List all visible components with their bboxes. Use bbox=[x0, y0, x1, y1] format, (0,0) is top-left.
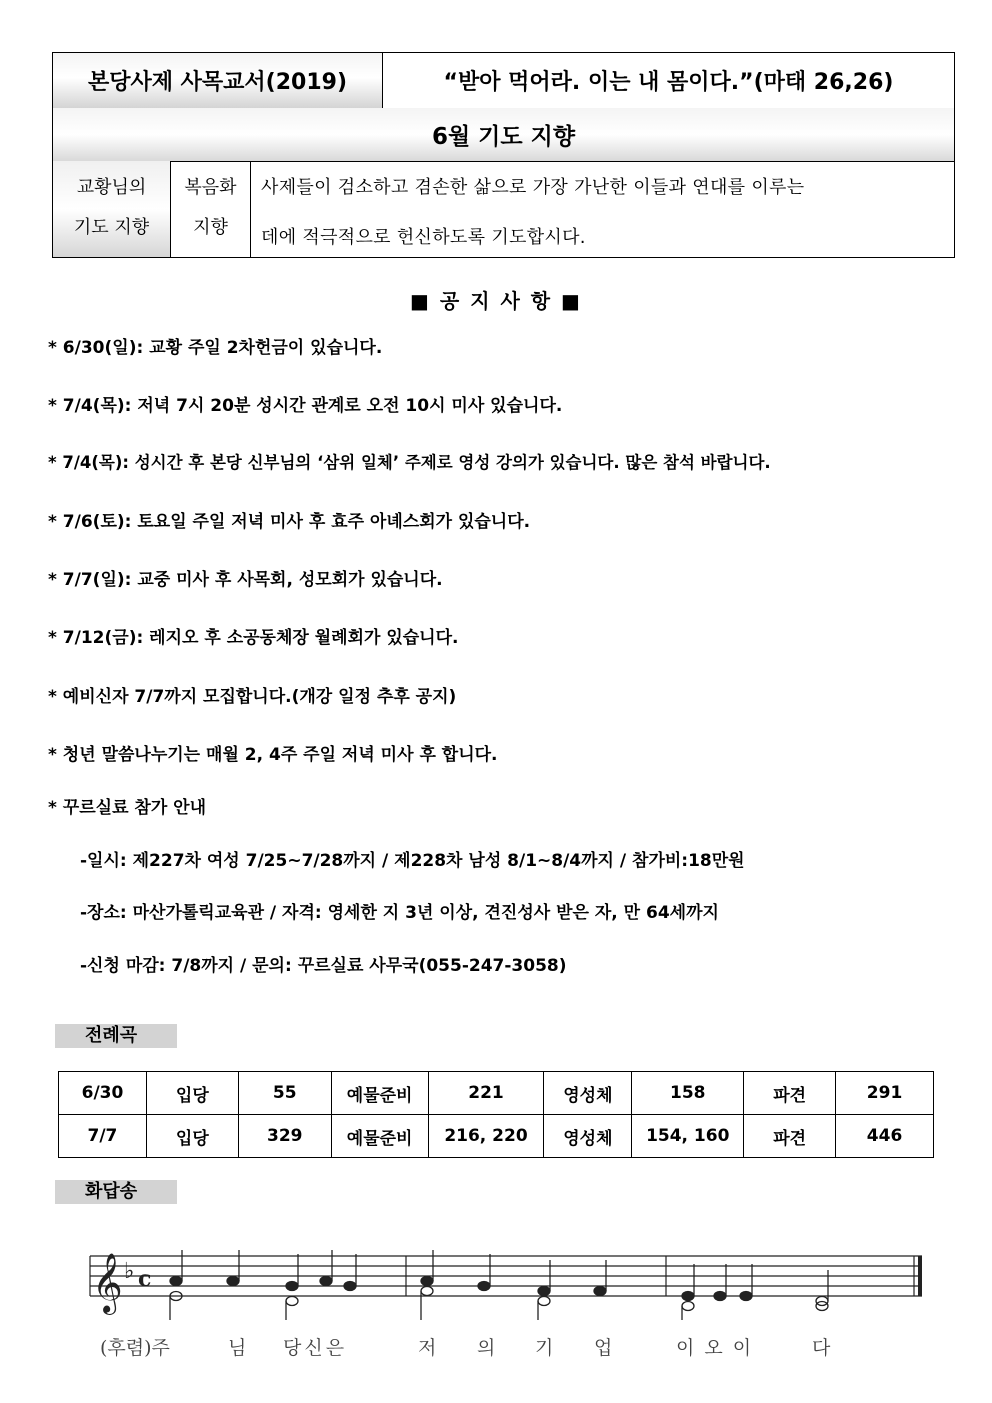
lyric-syllable: 이오이 bbox=[676, 1337, 762, 1359]
offertory-label: 예물준비 bbox=[331, 1072, 428, 1115]
music-notes bbox=[170, 1250, 828, 1320]
offertory-label: 예물준비 bbox=[331, 1115, 428, 1158]
communion-number: 154, 160 bbox=[632, 1115, 744, 1158]
pastoral-letter-title: 본당사제 사목교서(2019) bbox=[53, 53, 383, 108]
dismissal-number: 291 bbox=[836, 1072, 934, 1115]
hymn-date: 7/7 bbox=[59, 1115, 147, 1158]
intention-line2: 데에 적극적으로 헌신하도록 기도합시다. bbox=[261, 227, 586, 248]
offertory-number: 221 bbox=[428, 1072, 544, 1115]
notice-item: * 7/4(목): 저녁 7시 20분 성시간 관계로 오전 10시 미사 있습니다. bbox=[48, 396, 563, 416]
pope-intention-label bbox=[53, 161, 171, 257]
pope-label-line2: 기도 지향 bbox=[73, 217, 150, 238]
entrance-number: 55 bbox=[238, 1072, 331, 1115]
month-prayer-title: 6월 기도 지향 bbox=[431, 124, 576, 150]
table-row bbox=[59, 1115, 934, 1158]
lyric-syllable: 기 bbox=[535, 1337, 554, 1359]
lyric-syllable: (후렴)주 bbox=[100, 1337, 170, 1359]
header-box bbox=[52, 52, 955, 258]
gospel-intention-label bbox=[171, 161, 251, 257]
prayer-intention-row bbox=[53, 161, 954, 257]
notice-item: * 6/30(일): 교황 주일 2차헌금이 있습니다. bbox=[48, 338, 383, 358]
hymn-date: 6/30 bbox=[59, 1072, 147, 1115]
hymns-table bbox=[58, 1071, 934, 1158]
header-title-row bbox=[53, 53, 954, 109]
music-staff bbox=[80, 1240, 940, 1320]
gospel-label-line2: 지향 bbox=[193, 217, 228, 238]
notice-item: * 꾸르실료 참가 안내 bbox=[48, 798, 207, 818]
treble-clef-icon: 𝄞 bbox=[92, 1253, 123, 1313]
scripture-quote: “받아 먹어라. 이는 내 몸이다.”(마태 26,26) bbox=[443, 70, 894, 95]
communion-label: 영성체 bbox=[544, 1072, 632, 1115]
lyric-syllable: 업 bbox=[594, 1337, 613, 1359]
table-row bbox=[59, 1072, 934, 1115]
entrance-label: 입당 bbox=[146, 1072, 238, 1115]
notice-item: * 7/4(목): 성시간 후 본당 신부님의 ‘삼위 일체’ 주제로 영성 강의가 있습니다. 많은 참석 바랍니다. bbox=[48, 453, 771, 472]
gospel-label-line1: 복음화 bbox=[184, 177, 237, 198]
cursillo-schedule: -일시: 제227차 여성 7/25~7/28까지 / 제228차 남성 8/1~8/4까지 / 참가비:18만원 bbox=[80, 851, 745, 871]
pope-label-line1: 교황님의 bbox=[76, 177, 147, 198]
cursillo-deadline: -신청 마감: 7/8까지 / 문의: 꾸르실료 사무국(055-247-3058) bbox=[80, 956, 567, 976]
lyric-syllable: 다 bbox=[812, 1337, 831, 1359]
intention-text bbox=[251, 161, 954, 257]
communion-number: 158 bbox=[632, 1072, 744, 1115]
notice-item: * 청년 말씀나누기는 매월 2, 4주 주일 저녁 미사 후 합니다. bbox=[48, 745, 498, 765]
hymns-section-label: 전례곡 bbox=[55, 1024, 177, 1048]
communion-label: 영성체 bbox=[544, 1115, 632, 1158]
dismissal-label: 파견 bbox=[744, 1072, 836, 1115]
flat-sign-icon: ♭ bbox=[124, 1259, 135, 1284]
lyric-syllable: 당신은 bbox=[283, 1337, 348, 1359]
cursillo-venue: -장소: 마산가톨릭교육관 / 자격: 영세한 지 3년 이상, 견진성사 받은 자, 만 64세까지 bbox=[80, 903, 719, 923]
notices-heading: ■ 공 지 사 항 ■ bbox=[410, 289, 582, 313]
dismissal-number: 446 bbox=[836, 1115, 934, 1158]
dismissal-label: 파견 bbox=[744, 1115, 836, 1158]
lyric-syllable: 님 bbox=[228, 1337, 247, 1359]
common-time-icon: c bbox=[138, 1266, 152, 1292]
intention-line1: 사제들이 검소하고 겸손한 삶으로 가장 가난한 이들과 연대를 이루는 bbox=[261, 177, 805, 198]
notice-item: * 예비신자 7/7까지 모집합니다.(개강 일정 추후 공지) bbox=[48, 687, 457, 707]
entrance-label: 입당 bbox=[146, 1115, 238, 1158]
notice-item: * 7/7(일): 교중 미사 후 사목회, 성모회가 있습니다. bbox=[48, 570, 443, 590]
month-title-row bbox=[53, 108, 954, 162]
entrance-number: 329 bbox=[238, 1115, 331, 1158]
lyric-syllable: 의 bbox=[477, 1337, 496, 1359]
psalm-section-label: 화답송 bbox=[55, 1180, 177, 1204]
notice-item: * 7/6(토): 토요일 주일 저녁 미사 후 효주 아녜스회가 있습니다. bbox=[48, 512, 531, 532]
notice-item: * 7/12(금): 레지오 후 소공동체장 월례회가 있습니다. bbox=[48, 628, 459, 648]
offertory-number: 216, 220 bbox=[428, 1115, 544, 1158]
lyric-syllable: 저 bbox=[418, 1337, 437, 1359]
